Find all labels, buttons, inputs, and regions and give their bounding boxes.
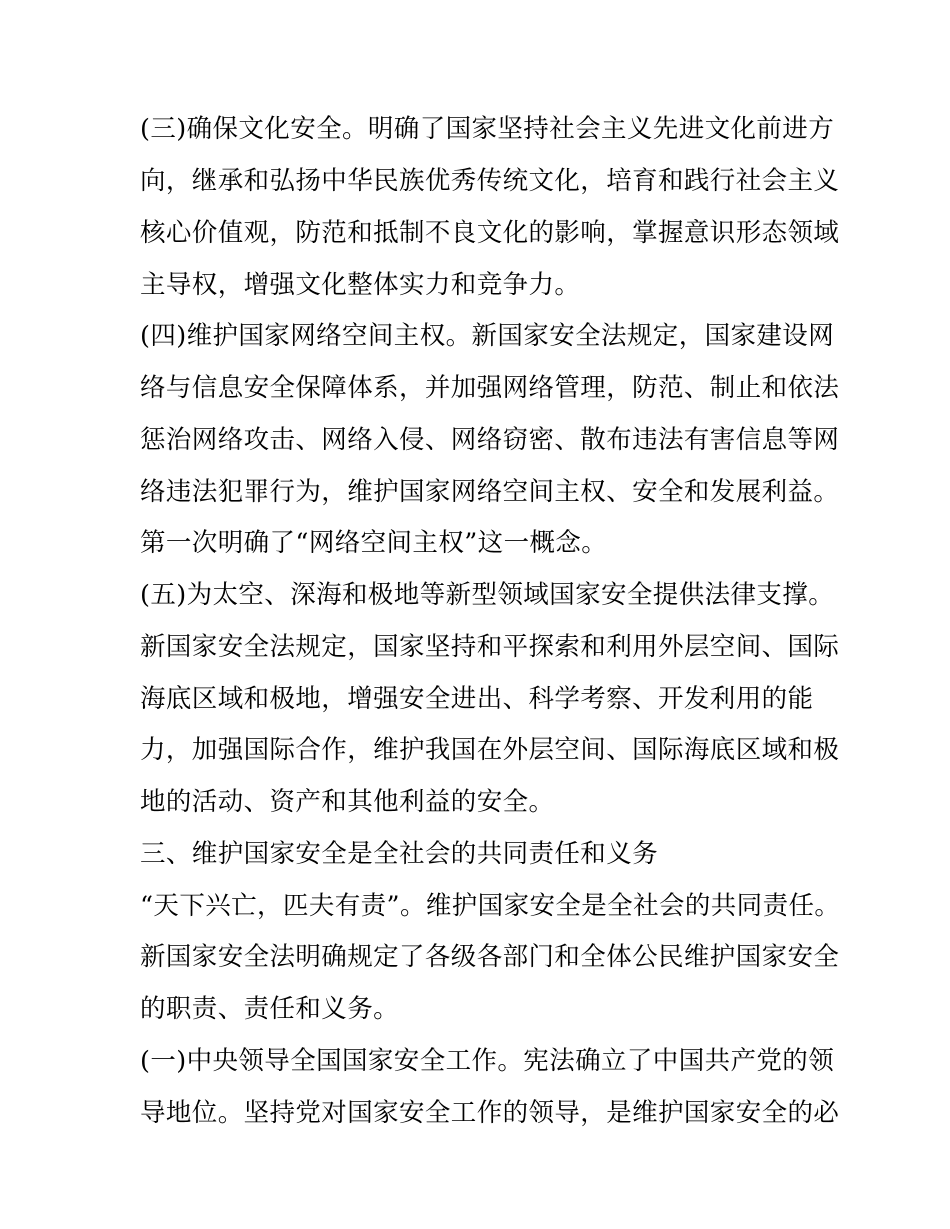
text-line: 惩治网络攻击、网络入侵、网络窃密、散布违法有害信息等网 [140, 425, 840, 455]
text-line: 海底区域和极地，增强安全进出、科学考察、开发利用的能 [140, 684, 814, 714]
text-line: 新国家安全法明确规定了各级各部门和全体公民维护国家安全 [140, 942, 840, 972]
text-line: (四)维护国家网络空间主权。新国家安全法规定，国家建设网 [140, 321, 835, 351]
text-line: 力，加强国际合作，维护我国在外层空间、国际海底区域和极 [140, 735, 840, 765]
section-heading: 三、维护国家安全是全社会的共同责任和义务 [140, 839, 659, 869]
text-line: 主导权，增强文化整体实力和竞争力。 [140, 270, 581, 300]
text-line: 导地位。坚持党对国家安全工作的领导，是维护国家安全的必 [140, 1098, 840, 1128]
text-line: 新国家安全法规定，国家坚持和平探索和利用外层空间、国际 [140, 632, 840, 662]
text-line: 的职责、责任和义务。 [140, 994, 400, 1024]
text-line: (一)中央领导全国国家安全工作。宪法确立了中国共产党的领 [140, 1046, 835, 1076]
text-line: “天下兴亡，匹夫有责”。维护国家安全是全社会的共同责任。 [140, 891, 841, 921]
text-line: 络与信息安全保障体系，并加强网络管理，防范、制止和依法 [140, 373, 840, 403]
text-line: 第一次明确了“网络空间主权”这一概念。 [140, 528, 608, 558]
text-line: 地的活动、资产和其他利益的安全。 [140, 787, 555, 817]
text-line: 核心价值观，防范和抵制不良文化的影响，掌握意识形态领域 [140, 218, 840, 248]
text-line: 络违法犯罪行为，维护国家网络空间主权、安全和发展利益。 [140, 477, 840, 507]
text-line: 向，继承和弘扬中华民族优秀传统文化，培育和践行社会主义 [140, 166, 840, 196]
text-line: (三)确保文化安全。明确了国家坚持社会主义先进文化前进方 [140, 114, 835, 144]
text-line: (五)为太空、深海和极地等新型领域国家安全提供法律支撑。 [140, 580, 835, 610]
